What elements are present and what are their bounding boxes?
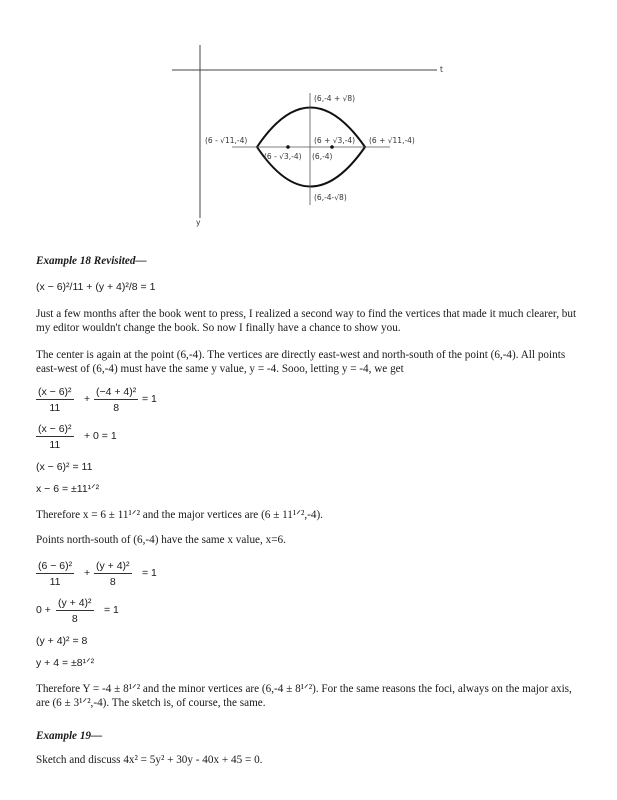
fraction-1b-den: 8 [113,402,120,414]
conclusion-major-vertices: Therefore x = 6 ± 11¹ᐟ² and the major vertices are (6 ± 11¹ᐟ²,-4). [36,509,323,521]
step-7: (y + 4)² = 8 [36,635,88,647]
fraction-1a-den: 11 [49,402,61,414]
equals-2: + 0 = 1 [84,430,117,442]
paragraph-intro: Just a few months after the book went to press, I realized a second way to find the vertices that made it much clearer, but my editor wouldn't change the book. So now I finally have a chance to show you. [36,308,577,334]
fraction-5a-den: 11 [49,576,61,588]
equals-6: = 1 [104,604,119,616]
right-vertex-label: (6 + √11,-4) [369,136,415,145]
step-3: (x − 6)² = 11 [36,461,93,473]
top-vertex-label: (6,-4 + √8) [314,94,356,103]
center-label: (6,-4) [312,152,333,161]
ellipse-equation: (x − 6)²/11 + (y + 4)²/8 = 1 [36,281,156,293]
ellipse-figure [0,0,617,245]
example-19-prompt: Sketch and discuss 4x² = 5y² + 30y - 40x + 45 = 0. [36,754,263,766]
left-vertex-label: (6 - √11,-4) [205,136,248,145]
right-focus-label: (6 + √3,-4) [314,136,356,145]
fraction-5b [94,560,132,588]
fraction-2-num: (x − 6)² [38,423,72,435]
fraction-1b-num: (−4 + 4)² [96,386,137,398]
fraction-5a-num: (6 − 6)² [38,560,73,572]
plus-sign-1: + [84,393,91,405]
paragraph-north-south: Points north-south of (6,-4) have the same x value, x=6. [36,534,286,546]
bottom-vertex-label: (6,-4-√8) [314,193,347,202]
step-8: y + 4 = ±8¹ᐟ² [36,657,95,669]
fraction-1b [94,386,138,414]
fraction-6 [56,597,94,625]
plus-sign-5: + [84,567,91,579]
fraction-5a [36,560,74,588]
equals-1: = 1 [142,393,157,405]
fraction-2-den: 11 [49,439,61,451]
fraction-5b-den: 8 [109,576,116,588]
zero-plus: 0 + [36,604,51,616]
right-focus-dot [330,145,334,149]
y-axis-label: y [196,218,201,227]
fraction-1a [36,386,74,414]
example-18-heading: Example 18 Revisited— [36,255,147,267]
fraction-5b-num: (y + 4)² [96,560,130,572]
x-axis-label: t [440,65,443,74]
left-focus-dot [286,145,290,149]
paragraph-center: The center is again at the point (6,-4). The vertices are directly east-west and north-south of the point (6,-4). All points east-west of (6,-4) must have the same y value, y = -4. Sooo, letting y = -4, we get [36,349,566,375]
example-19-heading: Example 19— [36,730,103,742]
fraction-6-den: 8 [71,613,78,625]
left-focus-label: (6 - √3,-4) [264,152,302,161]
fraction-2 [36,423,74,451]
equals-5: = 1 [142,567,157,579]
fraction-6-num: (y + 4)² [58,597,92,609]
step-4: x − 6 = ±11¹ᐟ² [36,483,100,495]
conclusion-minor-vertices: Therefore Y = -4 ± 8¹ᐟ² and the minor vertices are (6,-4 ± 8¹ᐟ²). For the same reasons the foci, always on the major axis, are (6 ± 3¹ᐟ²,-4). The sketch is, of course, the same. [36,683,572,709]
fraction-1a-num: (x − 6)² [38,386,72,398]
